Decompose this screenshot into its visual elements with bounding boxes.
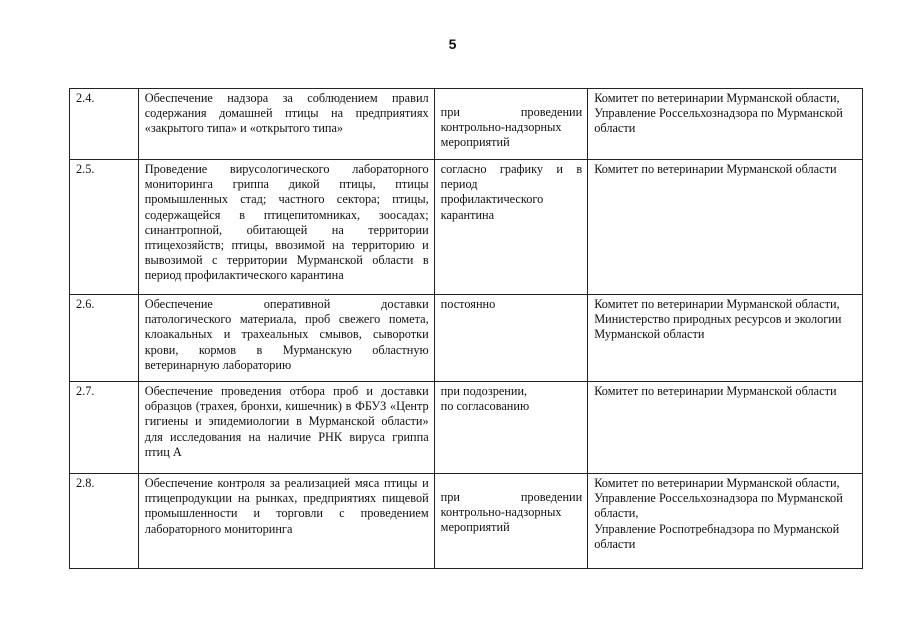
term-line: при проведении xyxy=(440,490,583,504)
measure-line: Обеспечение оперативной доставки xyxy=(144,297,429,311)
term-cell: постоянно xyxy=(434,295,588,382)
responsible-line: Комитет по ветеринарии Мурманской области, Управление Россельхознадзора по Мурманской области, xyxy=(594,476,843,521)
responsible-line: Управление Роспотребнадзора по Мурманской области xyxy=(594,521,840,551)
term-cell xyxy=(434,160,588,295)
page-number: 5 xyxy=(448,36,457,52)
table-row xyxy=(70,382,863,474)
term-cell xyxy=(434,382,588,474)
measure-cell xyxy=(138,295,434,382)
term-cell xyxy=(434,89,588,160)
row-number: 2.6. xyxy=(70,295,139,382)
measure-cell: Обеспечение контроля за реализацией мяса птицы и птицепродукции на рынках, предприятиях пищевой промышленности и торговли с проведением лабораторного мониторинга xyxy=(138,474,434,569)
row-number: 2.5. xyxy=(70,160,139,295)
term-line: контрольно-надзорных мероприятий xyxy=(440,120,562,150)
table-row xyxy=(70,474,863,569)
term-line: контрольно-надзорных мероприятий xyxy=(440,505,562,535)
measure-text: патологического материала, проб свежего помета, клоакальных и трахеальных смывов, сыворотки крови, кормов в Мурманскую областную ветеринарную лабораторию xyxy=(144,312,429,372)
measure-cell: Обеспечение надзора за соблюдением правил содержания домашней птицы на предприятиях «закрытого типа» и «открытого типа» xyxy=(138,89,434,160)
term-line: при проведении xyxy=(440,105,583,119)
measures-table xyxy=(69,88,863,569)
row-number: 2.8. xyxy=(70,474,139,569)
term-line: по согласованию xyxy=(440,399,530,414)
table-row xyxy=(70,89,863,160)
responsible-cell xyxy=(588,474,863,569)
responsible-cell: Комитет по ветеринарии Мурманской области xyxy=(588,382,863,474)
responsible-cell: Комитет по ветеринарии Мурманской области, Министерство природных ресурсов и экологии Мурманской области xyxy=(588,295,863,382)
term-line: период профилактического карантина xyxy=(440,177,544,222)
measure-cell: Обеспечение проведения отбора проб и доставки образцов (трахея, бронхи, кишечник) в ФБУЗ «Центр гигиены и эпидемиологии в Мурманской области» для исследования на наличие РНК вируса гриппа птиц А xyxy=(138,382,434,474)
measure-cell: Проведение вирусологического лабораторного мониторинга гриппа дикой птицы, птицы промышленных стад; частного сектора; птицы, содержащейся в птицепитомниках, зоосадах; синантропной, обитающей на территории птицехозяйств; птицы, ввозимой на территорию и вывозимой с территории Мурманской области в период профилактического карантина xyxy=(138,160,434,295)
term-line: согласно графику и в xyxy=(440,162,583,176)
term-line: при подозрении, xyxy=(440,384,528,398)
row-number: 2.7. xyxy=(70,382,139,474)
row-number: 2.4. xyxy=(70,89,139,160)
table-row xyxy=(70,160,863,295)
responsible-cell: Комитет по ветеринарии Мурманской области, Управление Россельхознадзора по Мурманской области xyxy=(588,89,863,160)
responsible-cell: Комитет по ветеринарии Мурманской области xyxy=(588,160,863,295)
term-cell xyxy=(434,474,588,569)
table-row xyxy=(70,295,863,382)
